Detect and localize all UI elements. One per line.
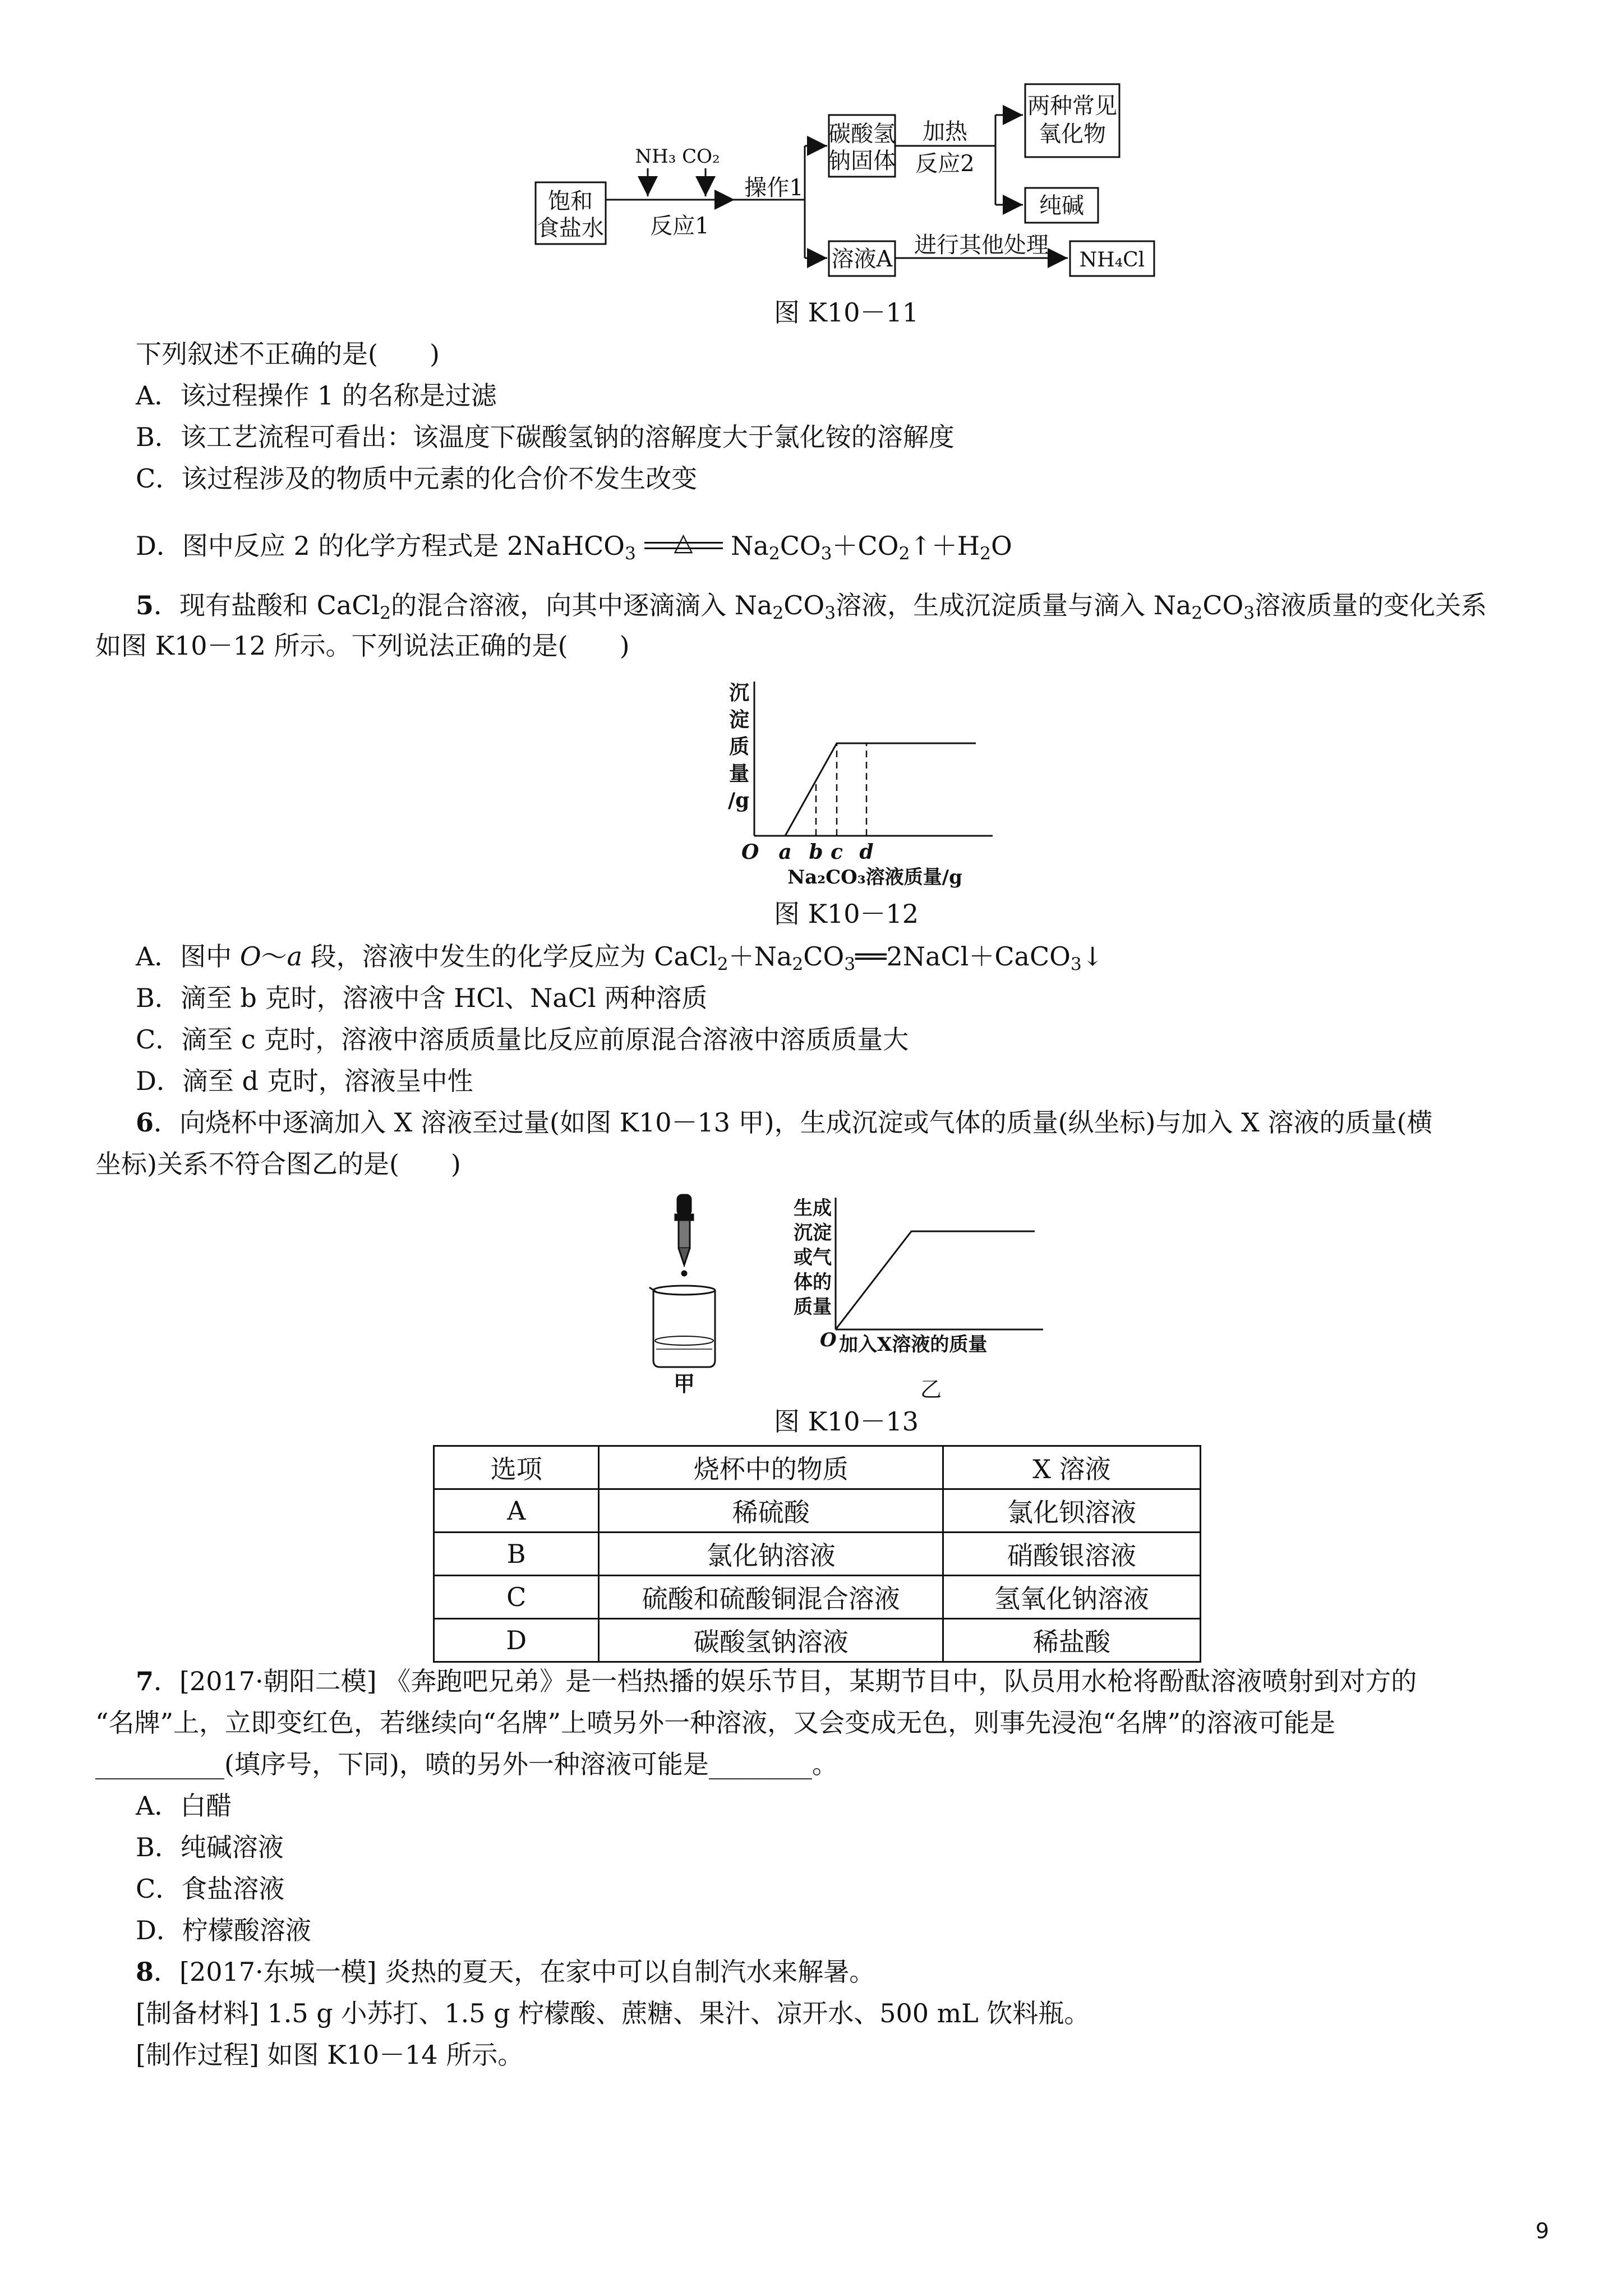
label-jia: 甲	[673, 1371, 695, 1394]
q6-line1: 6．向烧杯中逐滴加入 X 溶液至过量(如图 K10－13 甲)，生成沉淀或气体的质量(纵坐标)与加入 X 溶液的质量(横	[136, 1107, 1433, 1138]
y-label-1: 生成	[794, 1197, 832, 1220]
origin-label: O	[820, 1329, 837, 1351]
product-curve	[836, 1231, 1035, 1329]
table-cell: 选项	[434, 1446, 599, 1489]
y-label-3: 或气	[794, 1246, 832, 1269]
label-yi: 乙	[920, 1377, 942, 1402]
table-cell: 硫酸和硫酸铜混合溶液	[599, 1576, 943, 1619]
flow-diagram-k10-11	[527, 79, 1172, 292]
box-saline-line2: 食盐水	[537, 215, 604, 241]
q4-option-d: D．图中反应 2 的化学方程式是 2NaHCO$_3$ △ $Na_2CO_3+CO_2↑+H_2O$	[136, 530, 1012, 562]
chart-k10-12	[712, 670, 1004, 889]
y-label-4: 体的	[794, 1271, 832, 1294]
box-saline-line1: 饱和	[548, 188, 593, 214]
table-cell: D	[434, 1619, 599, 1662]
table-cell: 碳酸氢钠溶液	[599, 1619, 943, 1662]
dropper-bulb	[677, 1195, 691, 1215]
y-label-2: 沉淀	[794, 1222, 832, 1244]
caption-k10-11: 图 K10－11	[774, 297, 919, 328]
q6-line2: 坐标)关系不符合图乙的是( )	[95, 1149, 461, 1179]
q4-stem: 下列叙述不正确的是( )	[136, 339, 440, 369]
tick-b: b	[809, 840, 823, 864]
caption-k10-12: 图 K10－12	[774, 899, 919, 929]
x-axis-label: 加入X溶液的质量	[839, 1333, 988, 1356]
x-axis-label: Na₂CO₃溶液质量/g	[787, 866, 962, 889]
box-oxides-line2: 氧化物	[1039, 121, 1106, 147]
q7-option-d: D．柠檬酸溶液	[136, 1915, 311, 1945]
box-sola-label: 溶液A	[831, 246, 893, 272]
y-label-5: 质量	[794, 1296, 832, 1318]
table-row	[434, 1576, 1201, 1619]
label-reaction1: 反应1	[650, 213, 709, 239]
q8-process: [制作过程] 如图 K10－14 所示。	[136, 2040, 524, 2070]
q4-option-d-prefix: D．图中反应 2 的化学方程式是 2NaHCO	[136, 531, 625, 561]
table-cell: 稀硫酸	[599, 1489, 943, 1533]
q7-line2: “名牌”上，立即变红色，若继续向“名牌”上喷另外一种溶液，又会变成无色，则事先浸泡“名牌”的溶液可能是	[95, 1708, 1336, 1738]
q8-line1: 8．[2017·东城一模] 炎热的夏天，在家中可以自制汽水来解暑。	[136, 1957, 875, 1987]
q8-materials: [制备材料] 1.5 g 小苏打、1.5 g 柠檬酸、蔗糖、果汁、凉开水、500 mL 饮料瓶。	[136, 1998, 1090, 2028]
table-cell: C	[434, 1576, 599, 1619]
box-soda-label: 纯碱	[1039, 193, 1084, 219]
tick-a: a	[778, 840, 792, 864]
table-cell: X 溶液	[943, 1446, 1200, 1489]
q4-option-c: C．该过程涉及的物质中元素的化合价不发生改变	[136, 463, 698, 494]
dropper-tube	[679, 1220, 690, 1248]
page-number: 9	[1536, 2219, 1550, 2243]
q5-option-c: C．滴至 c 克时，溶液中溶质质量比反应前原混合溶液中溶质质量大	[136, 1024, 909, 1055]
box-oxides-line1: 两种常见	[1027, 93, 1117, 119]
beaker-dropper-figure	[645, 1192, 723, 1394]
label-op1: 操作1	[744, 175, 804, 201]
tick-d: d	[859, 840, 874, 864]
y-label-3: 质	[729, 735, 750, 758]
q7-line1: 7．[2017·朝阳二模] 《奔跑吧兄弟》是一档热播的娱乐节目，某期节目中，队员用水枪将酚酞溶液喷射到对方的	[136, 1666, 1417, 1696]
q4-option-b: B．该工艺流程可看出：该温度下碳酸氢钠的溶解度大于氯化铵的溶解度	[136, 422, 955, 452]
q5-option-b: B．滴至 b 克时，溶液中含 HCl、NaCl 两种溶质	[136, 983, 708, 1013]
q5-option-d: D．滴至 d 克时，溶液呈中性	[136, 1066, 473, 1096]
label-other-processing: 进行其他处理	[914, 232, 1049, 258]
box-nh4cl-label: NH₄Cl	[1079, 249, 1145, 272]
condition-heat-symbol: △	[674, 528, 693, 556]
y-label-1: 沉	[729, 681, 750, 705]
table-cell: B	[434, 1533, 599, 1576]
droplet	[682, 1271, 686, 1276]
table-cell: A	[434, 1489, 599, 1533]
table-row	[434, 1619, 1201, 1662]
table-row	[434, 1489, 1201, 1533]
caption-k10-13: 图 K10－13	[774, 1406, 919, 1437]
q5-option-a: A．图中 O～a 段，溶液中发生的化学反应为 $CaCl_2+Na_2CO_3══2NaCl+CaCO_3↓$	[136, 941, 1104, 974]
precipitate-curve	[785, 743, 976, 836]
table-cell: 硝酸银溶液	[943, 1533, 1200, 1576]
label-reaction2: 反应2	[915, 151, 975, 177]
beaker-body	[653, 1290, 715, 1367]
table-row	[434, 1533, 1201, 1576]
chart-k10-13	[774, 1192, 1066, 1402]
y-label-2: 淀	[729, 708, 750, 731]
options-table	[433, 1445, 1201, 1663]
q7-option-b: B．纯碱溶液	[136, 1832, 284, 1862]
y-label-4: 量	[729, 762, 750, 785]
table-cell: 氢氧化钠溶液	[943, 1576, 1200, 1619]
label-heat: 加热	[923, 119, 967, 145]
label-nh3-co2: NH₃ CO₂	[635, 145, 720, 168]
q7-option-c: C．食盐溶液	[136, 1874, 285, 1904]
table-cell: 烧杯中的物质	[599, 1446, 943, 1489]
box-nahco3-line2: 钠固体	[828, 148, 896, 174]
tick-c: c	[831, 840, 843, 864]
table-header-row	[434, 1446, 1201, 1489]
q7-line3: __________(填序号，下同)，喷的另外一种溶液可能是________。	[95, 1749, 838, 1779]
table-cell: 氯化钠溶液	[599, 1533, 943, 1576]
table-cell: 氯化钡溶液	[943, 1489, 1200, 1533]
y-label-5: /g	[728, 789, 750, 812]
q5-line1: 5．现有盐酸和 CaCl$_2$的混合溶液，向其中逐滴滴入 $Na_2CO_3$溶液，生成沉淀质量与滴入 $Na_2CO_3$溶液质量的变化关系	[136, 590, 1487, 623]
q5-line2: 如图 K10－12 所示。下列说法正确的是( )	[95, 631, 630, 661]
table-cell: 稀盐酸	[943, 1619, 1200, 1662]
q4-option-a: A．该过程操作 1 的名称是过滤	[136, 380, 497, 411]
box-nahco3-line1: 碳酸氢	[828, 121, 896, 147]
origin-label: O	[741, 840, 759, 864]
q7-option-a: A．白醋	[136, 1791, 232, 1821]
